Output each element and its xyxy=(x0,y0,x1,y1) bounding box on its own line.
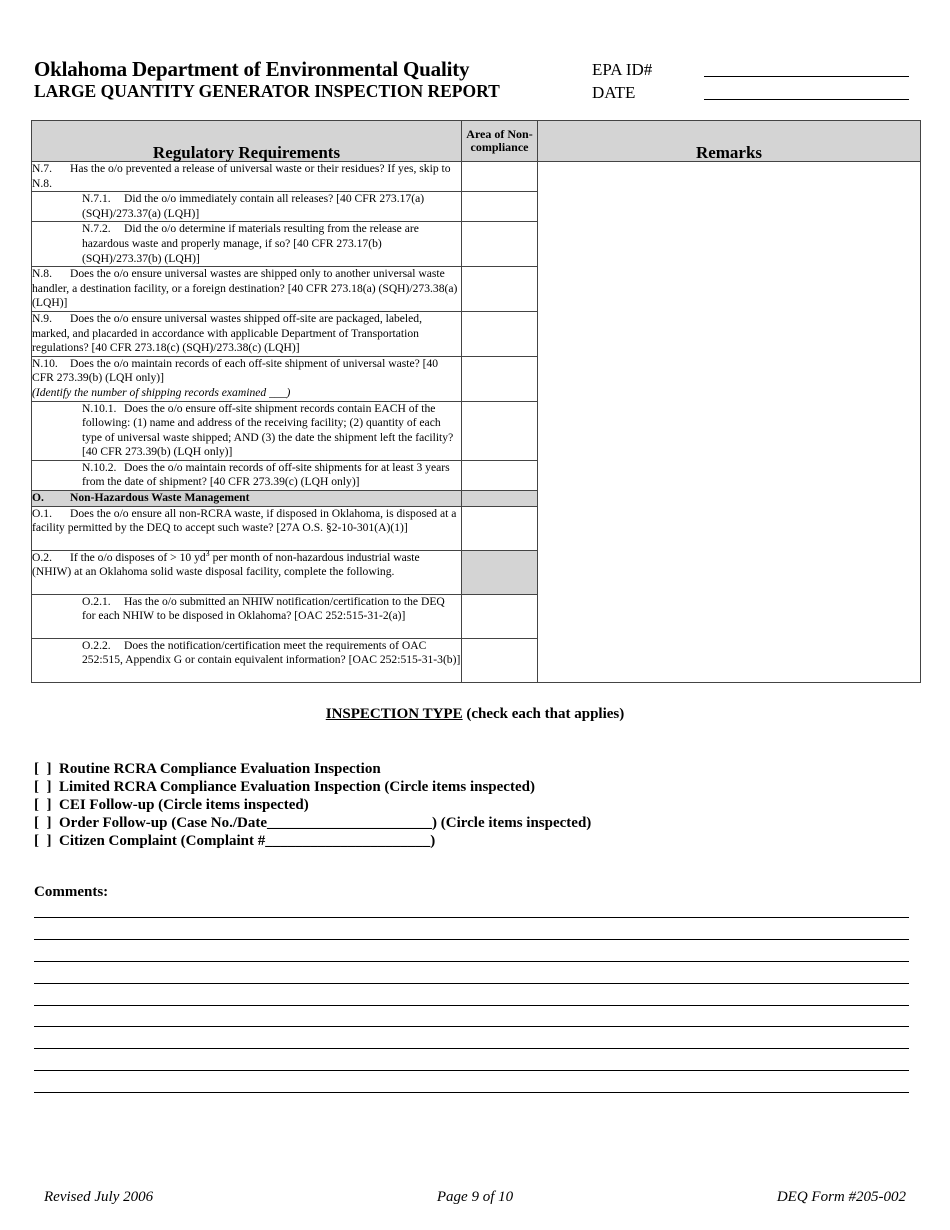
comment-line[interactable] xyxy=(34,1005,909,1006)
requirement-cell: N.8. Does the o/o ensure universal wastes are shipped only to another universal waste handler, a destination facility, or a foreign destination? [40 CFR 273.18(a) (SQH)/273.38(a) (LQH)] xyxy=(32,267,462,312)
option-limited-cei[interactable]: [ ] Limited RCRA Compliance Evaluation Inspection (Circle items inspected) xyxy=(34,779,535,795)
comment-line[interactable] xyxy=(34,939,909,940)
noncompliance-cell[interactable] xyxy=(462,401,538,460)
footer-revised: Revised July 2006 xyxy=(44,1189,154,1205)
comment-line[interactable] xyxy=(34,1070,909,1071)
footer-page-number: Page 9 of 10 xyxy=(436,1189,514,1205)
noncompliance-cell[interactable] xyxy=(462,506,538,550)
date-label: DATE xyxy=(592,83,636,102)
comment-line[interactable] xyxy=(34,1048,909,1049)
requirement-cell: O.2.2. Does the notification/certification meet the requirements of OAC 252:515, Appendix G or contain equivalent information? [OAC 252:515-31-3(b)] xyxy=(32,638,462,682)
requirement-cell: N.7.2. Did the o/o determine if materials resulting from the release are hazardous waste and properly manage, if so? [40 CFR 273.17(b) (SQH)/273.37(b) (LQH)] xyxy=(32,222,462,267)
date-field[interactable] xyxy=(704,99,909,100)
footer-form-number: DEQ Form #205-002 xyxy=(776,1189,906,1205)
table-row xyxy=(32,162,921,192)
col-regulatory-requirements: Regulatory Requirements xyxy=(32,121,462,162)
section-heading: O. Non-Hazardous Waste Management xyxy=(32,491,462,507)
requirement-cell: N.10. Does the o/o maintain records of each off-site shipment of universal waste? [40 CFR 273.39(b) (LQH only)] (Identify the number of shipping records examined ___) xyxy=(32,356,462,401)
requirement-cell: N.9. Does the o/o ensure universal wastes shipped off-site are packaged, labeled, marked, and placarded in accordance with applicable Department of Transportation regulations? [40 CFR 273.18(c) (SQH)/273.38(c) (LQH)] xyxy=(32,311,462,356)
noncompliance-cell[interactable] xyxy=(462,356,538,401)
requirement-cell: N.10.2. Does the o/o maintain records of off-site shipments for at least 3 years from the date of shipment? [40 CFR 273.39(c) (LQH only)] xyxy=(32,460,462,490)
requirement-cell: N.10.1. Does the o/o ensure off-site shipment records contain EACH of the following: (1) name and address of the receiving facility; (2) quantity of each type of universal waste shipped; AND (3) the date the shipment left the facility? [40 CFR 273.39(b) (LQH only)] xyxy=(32,401,462,460)
epa-id-field[interactable] xyxy=(704,76,909,77)
col-remarks: Remarks xyxy=(538,121,921,162)
noncompliance-cell[interactable] xyxy=(462,162,538,192)
requirement-cell: O.2. If the o/o disposes of > 10 $yd^3$ per month of non-hazardous industrial waste (NHIW) at an Oklahoma solid waste disposal facility, complete the following. xyxy=(32,550,462,594)
page-title: Oklahoma Department of Environmental Quality xyxy=(34,57,470,81)
comment-line[interactable] xyxy=(34,1026,909,1027)
noncompliance-cell[interactable] xyxy=(462,594,538,638)
col-area-of-noncompliance: Area of Non-compliance xyxy=(462,121,538,162)
comment-line[interactable] xyxy=(34,1092,909,1093)
comment-line[interactable] xyxy=(34,983,909,984)
noncompliance-cell[interactable] xyxy=(462,638,538,682)
requirements-table xyxy=(31,120,921,683)
requirement-cell: O.2.1. Has the o/o submitted an NHIW notification/certification to the DEQ for each NHIW to be disposed in Oklahoma? [OAC 252:515-31-2(a)] xyxy=(32,594,462,638)
page-subtitle: LARGE QUANTITY GENERATOR INSPECTION REPORT xyxy=(34,81,500,101)
noncompliance-cell[interactable] xyxy=(462,222,538,267)
inspection-type-options xyxy=(34,760,591,850)
noncompliance-cell[interactable] xyxy=(462,311,538,356)
comment-line[interactable] xyxy=(34,917,909,918)
requirement-cell: N.7. Has the o/o prevented a release of universal waste or their residues? If yes, skip to N.8. xyxy=(32,162,462,192)
table-header-row xyxy=(32,121,921,162)
inspection-type-heading: INSPECTION TYPE (check each that applies) xyxy=(325,706,625,722)
epa-id-label: EPA ID# xyxy=(592,60,653,79)
option-cei-follow-up[interactable]: [ ] CEI Follow-up (Circle items inspected) xyxy=(34,797,309,813)
section-area-cell xyxy=(462,491,538,507)
noncompliance-cell[interactable] xyxy=(462,192,538,222)
remarks-cell[interactable] xyxy=(538,162,921,683)
option-routine-cei[interactable]: [ ] Routine RCRA Compliance Evaluation Inspection xyxy=(34,761,381,777)
option-citizen-complaint[interactable]: [ ] Citizen Complaint (Complaint #______________________) xyxy=(34,833,436,849)
comments-label: Comments: xyxy=(34,884,109,900)
noncompliance-cell[interactable] xyxy=(462,460,538,490)
option-order-follow-up[interactable]: [ ] Order Follow-up (Case No./Date______________________) (Circle items inspected) xyxy=(34,815,592,831)
requirement-cell: O.1. Does the o/o ensure all non-RCRA waste, if disposed in Oklahoma, is disposed at a facility permitted by the DEQ to accept such waste? [27A O.S. §2-10-301(A)(1)] xyxy=(32,506,462,550)
noncompliance-cell[interactable] xyxy=(462,267,538,312)
noncompliance-cell-shaded xyxy=(462,550,538,594)
requirement-cell: N.7.1. Did the o/o immediately contain all releases? [40 CFR 273.17(a) (SQH)/273.37(a) (LQH)] xyxy=(32,192,462,222)
comment-line[interactable] xyxy=(34,961,909,962)
